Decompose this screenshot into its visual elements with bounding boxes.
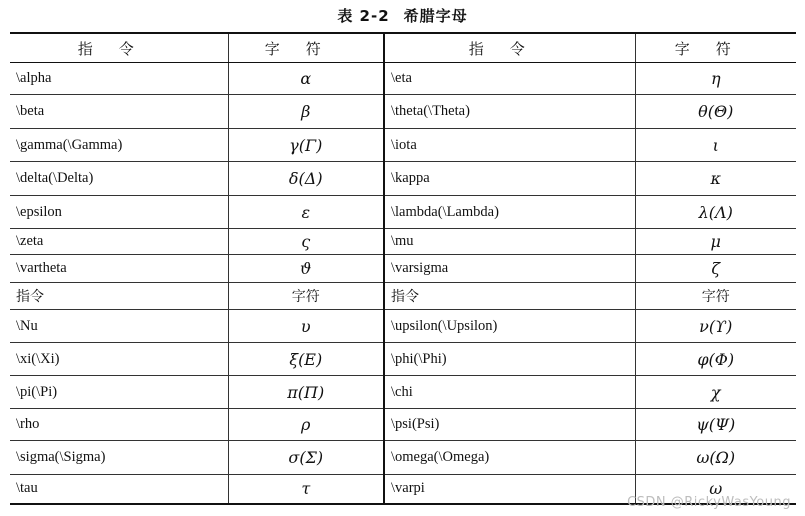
command-cell: \omega(\Omega) [384,441,635,475]
symbol-cell: ν(ϒ) [635,310,796,343]
command-cell: \alpha [10,63,228,95]
command-cell: 指令 [384,283,635,310]
symbol-cell: ω(Ω) [635,441,796,475]
command-cell: \rho [10,409,228,441]
command-cell: \chi [384,376,635,409]
table-number: 表 2-2 [337,7,390,25]
symbol-cell: φ(Φ) [635,343,796,376]
symbol-cell: ξ(Ε) [228,343,384,376]
table-title: 希腊字母 [403,7,468,25]
header-symbol-left: 字符 [228,33,384,63]
symbol-cell: ι [635,129,796,162]
header-symbol-right: 字符 [635,33,796,63]
symbol-cell: μ [635,229,796,255]
command-cell: \zeta [10,229,228,255]
table-row [10,95,796,129]
command-cell: \phi(\Phi) [384,343,635,376]
symbol-cell: χ [635,376,796,409]
header-command-left: 指令 [10,33,228,63]
symbol-cell: ζ [635,255,796,283]
table-row [10,129,796,162]
table-row [10,283,796,310]
symbol-cell: ω [635,475,796,504]
command-cell: \tau [10,475,228,504]
table-row [10,310,796,343]
command-cell: \Nu [10,310,228,343]
watermark: CSDN @RickyWasYoung [627,495,791,510]
symbol-cell: ς [228,229,384,255]
symbol-cell: ε [228,196,384,229]
command-cell: \xi(\Xi) [10,343,228,376]
command-cell: \theta(\Theta) [384,95,635,129]
command-cell: \lambda(\Lambda) [384,196,635,229]
table-caption [0,5,805,26]
table-row [10,376,796,409]
command-cell: \iota [384,129,635,162]
command-cell: \psi(Psi) [384,409,635,441]
table-row [10,196,796,229]
symbol-cell: γ(Γ) [228,129,384,162]
command-cell: \varsigma [384,255,635,283]
symbol-cell: α [228,63,384,95]
symbol-cell: κ [635,162,796,196]
symbol-cell: β [228,95,384,129]
table-body [10,63,796,504]
command-cell: \eta [384,63,635,95]
command-cell: \vartheta [10,255,228,283]
symbol-cell: τ [228,475,384,504]
command-cell: \kappa [384,162,635,196]
symbol-cell: λ(Λ) [635,196,796,229]
table-row [10,229,796,255]
table-row [10,63,796,95]
symbol-cell: 字符 [635,283,796,310]
header-command-right: 指令 [384,33,635,63]
command-cell: \delta(\Delta) [10,162,228,196]
symbol-cell: θ(Θ) [635,95,796,129]
table-row [10,255,796,283]
command-cell: \upsilon(\Upsilon) [384,310,635,343]
command-cell: \varpi [384,475,635,504]
symbol-cell: δ(Δ) [228,162,384,196]
table-row [10,343,796,376]
symbol-cell: ϑ [228,255,384,283]
symbol-cell: ψ(Ψ) [635,409,796,441]
header-row [10,33,796,63]
table-row [10,409,796,441]
symbol-cell: π(Π) [228,376,384,409]
command-cell: \pi(\Pi) [10,376,228,409]
greek-letters-table [10,32,796,505]
table-row [10,162,796,196]
symbol-cell: ρ [228,409,384,441]
symbol-cell: 字符 [228,283,384,310]
table-row [10,441,796,475]
command-cell: \sigma(\Sigma) [10,441,228,475]
command-cell: \mu [384,229,635,255]
command-cell: \epsilon [10,196,228,229]
symbol-cell: υ [228,310,384,343]
command-cell: \gamma(\Gamma) [10,129,228,162]
symbol-cell: η [635,63,796,95]
command-cell: 指令 [10,283,228,310]
command-cell: \beta [10,95,228,129]
symbol-cell: σ(Σ) [228,441,384,475]
